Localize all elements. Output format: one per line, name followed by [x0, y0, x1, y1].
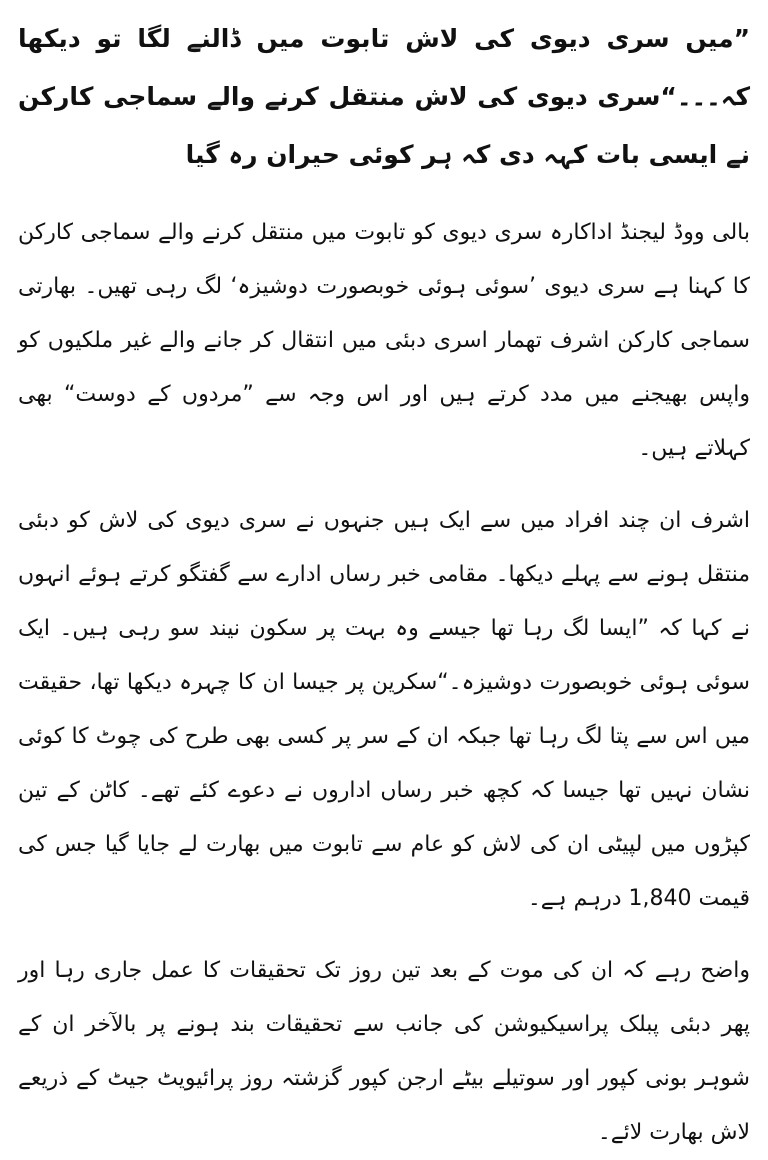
article-paragraph-2: اشرف ان چند افراد میں سے ایک ہیں جنہوں نے سری دیوی کی لاش کو دبئی منتقل ہونے سے پہلے دیکھا۔ مقامی خبر رساں ادارے سے گفتگو کرتے ہوئے انہوں نے کہا کہ ”ایسا لگ رہا تھا جیسے وہ بہت پر سکون نیند سو رہی ہیں۔ ایک سوئی ہوئی خوبصورت دوشیزہ۔“سکرین پر جیسا ان کا چہرہ دیکھا تھا، حقیقت میں اس سے پتا لگ رہا تھا جبکہ ان کے سر پر کسی بھی طرح کی چوٹ کا کوئی نشان نہیں تھا جیسا کہ کچھ خبر رساں اداروں نے دعوے کئے تھے۔ کاٹن کے تین کپڑوں میں لپیٹی ان کی لاش کو عام سے تابوت میں بھارت لے جایا گیا جس کی قیمت 1,840 درہم ہے۔ [18, 508, 750, 911]
article-headline: ”میں سری دیوی کی لاش تابوت میں ڈالنے لگا تو دیکھا کہ۔۔۔“سری دیوی کی لاش منتقل کرنے والے سماجی کارکن نے ایسی بات کہہ دی کہ ہر کوئی حیران رہ گیا [18, 24, 750, 169]
article [18, 10, 750, 1145]
article-paragraph-3: واضح رہے کہ ان کی موت کے بعد تین روز تک تحقیقات کا عمل جاری رہا اور پھر دبئی پبلک پراسیکیوشن کی جانب سے تحقیقات بند ہونے پر بالآخر ان کے شوہر بونی کپور اور سوتیلے بیٹے ارجن کپور گزشتہ روز پرائیویٹ جیٹ کے ذریعے لاش بھارت لائے۔ [18, 958, 750, 1145]
article-paragraph-1: بالی ووڈ لیجنڈ اداکارہ سری دیوی کو تابوت میں منتقل کرنے والے سماجی کارکن کا کہنا ہے سری دیوی ’سوئی ہوئی خوبصورت دوشیزہ‘ لگ رہی تھیں۔ بھارتی سماجی کارکن اشرف تھمار اسری دبئی میں انتقال کر جانے والے غیر ملکیوں کو واپس بھیجنے میں مدد کرتے ہیں اور اس وجہ سے ”مردوں کے دوست“ بھی کہلاتے ہیں۔ [18, 220, 750, 461]
